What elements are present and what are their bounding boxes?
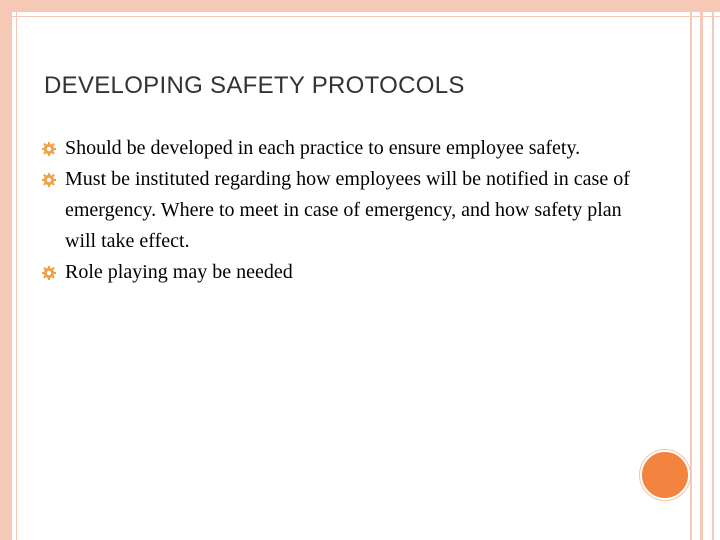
slide-border-left	[0, 0, 12, 540]
bullet-item	[42, 257, 642, 288]
slide-border-top	[0, 0, 720, 12]
accent-circle	[640, 450, 690, 500]
bullet-text: Must be instituted regarding how employees will be notified in case of emergency. Where to meet in case of emergency, and how safety plan will take effect.	[65, 168, 630, 252]
bullet-text: Should be developed in each practice to ensure employee safety.	[65, 137, 581, 159]
slide-right-line	[690, 0, 692, 540]
slide-inner-left-line	[16, 12, 17, 540]
gear-bullet-icon	[42, 173, 56, 187]
bullet-text: Role playing may be needed	[65, 261, 293, 283]
gear-bullet-icon	[42, 142, 56, 156]
bullet-item	[42, 133, 642, 164]
bullet-item	[42, 164, 642, 257]
slide-inner-top-line	[12, 16, 720, 17]
slide-right-line	[700, 0, 703, 540]
gear-bullet-icon	[42, 266, 56, 280]
slide-right-line	[712, 0, 714, 540]
slide-title: DEVELOPING SAFETY PROTOCOLS	[44, 72, 465, 99]
bullet-list	[42, 133, 642, 288]
